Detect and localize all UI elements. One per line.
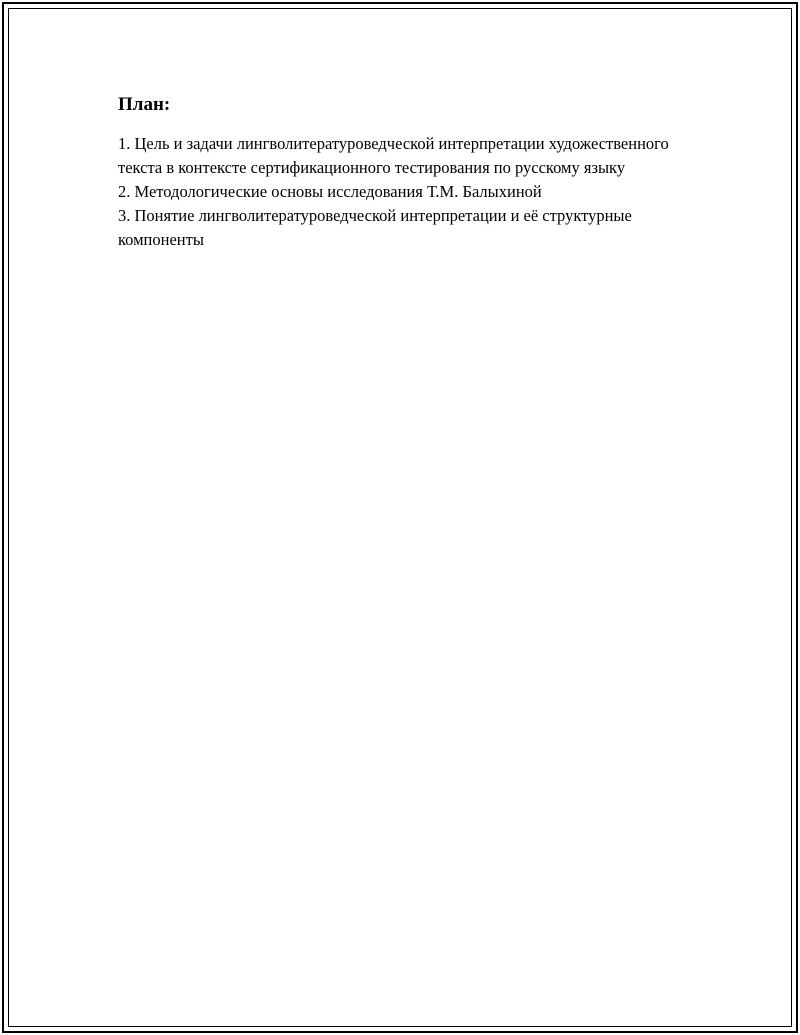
plan-item-1: 1. Цель и задачи лингволитературоведческой интерпретации художественного текста в контексте сертификационного тестирования по русскому языку: [118, 134, 669, 177]
plan-item-3: 3. Понятие лингволитературоведческой интерпретации и её структурные компоненты: [118, 206, 632, 249]
plan-item-2: 2. Методологические основы исследования Т.М. Балыхиной: [118, 182, 542, 201]
document-body: [118, 92, 698, 252]
plan-heading: План:: [118, 94, 171, 115]
plan-list: [118, 132, 698, 252]
